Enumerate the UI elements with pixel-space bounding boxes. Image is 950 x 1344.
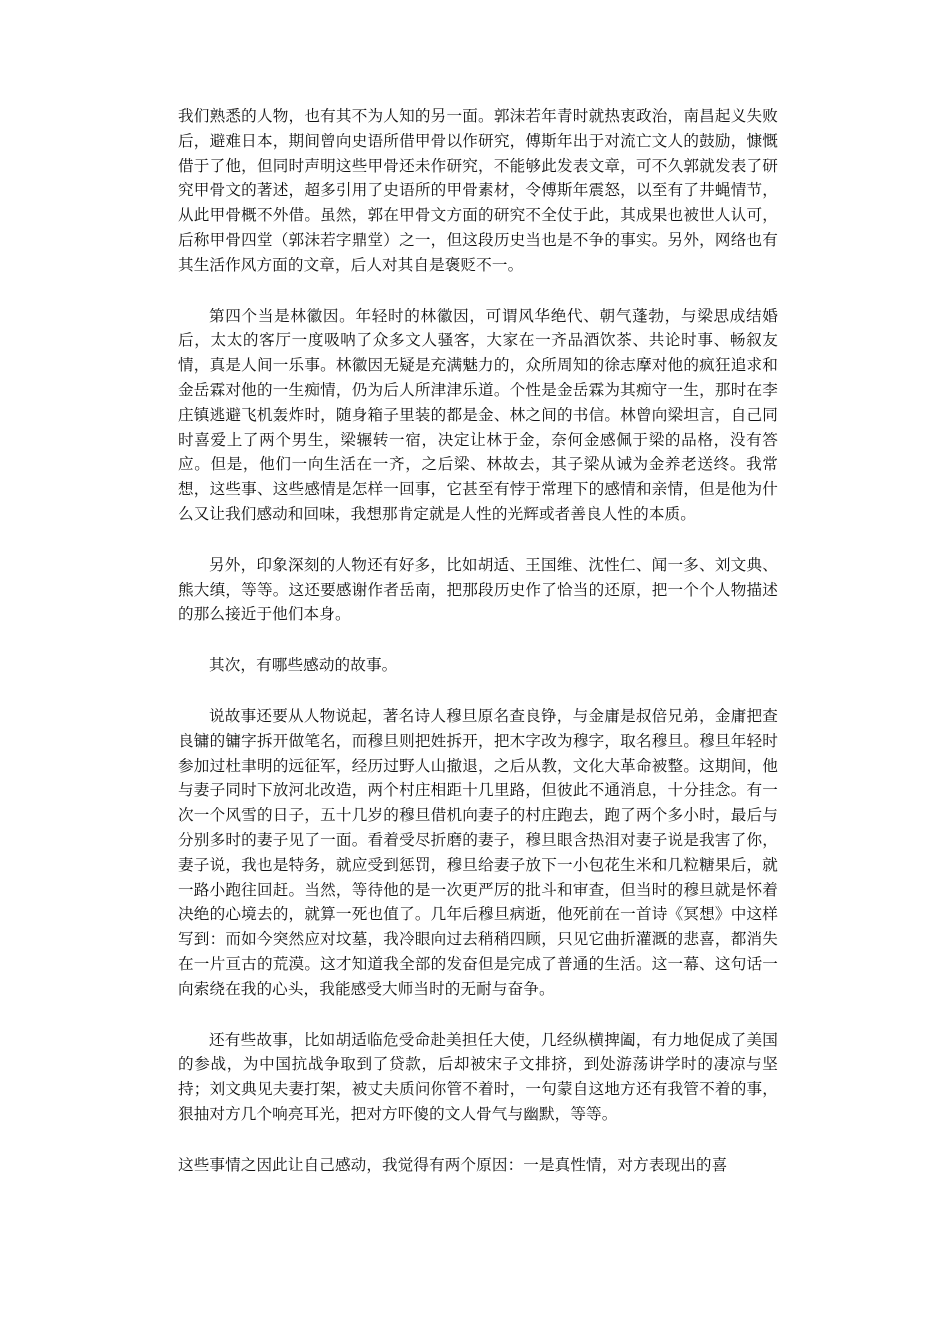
paragraph-touching-stories-heading: 其次，有哪些感动的故事。	[209, 656, 398, 675]
paragraph-guo-moruo: 我们熟悉的人物，也有其不为人知的另一面。郭沫若年青时就热衷政治，南昌起义失败后，避难日本，期间曾向史语所借甲骨以作研究，傅斯年出于对流亡文人的鼓励，慷慨借于了他，但同时声明这些甲骨还未作研究，不能够此发表文章，可不久郭就发表了研究甲骨文的著述，超多引用了史语所的甲骨素材，令傅斯年震怒，以至有了井蝇情节，从此甲骨概不外借。虽然，郭在甲骨文方面的研究不全仗于此，其成果也被世人认可，后称甲骨四堂（郭沫若字鼎堂）之一，但这段历史当也是不争的事实。另外，网络也有其生活作风方面的文章，后人对其自是褒贬不一。	[178, 107, 778, 274]
paragraph-more-stories: 还有些故事，比如胡适临危受命赴美担任大使，几经纵横捭阖，有力地促成了美国的参战，为中国抗战争取到了贷款，后却被宋子文排挤，到处游荡讲学时的凄凉与坚持；刘文典见夫妻打架，被丈夫质问你管不着时，一句蒙自这地方还有我管不着的事，狠抽对方几个响亮耳光，把对方吓傻的文人骨气与幽默，等等。	[178, 1030, 778, 1123]
document-body	[178, 104, 778, 1177]
paragraph-mu-dan: 说故事还要从人物说起，著名诗人穆旦原名查良铮，与金庸是叔倍兄弟，金庸把查良镛的镛字拆开做笔名，而穆旦则把姓拆开，把木字改为穆字，取名穆旦。穆旦年轻时参加过杜聿明的远征军，经历过野人山撤退，之后从教，文化大革命被整。这期间，他与妻子同时下放河北改造，两个村庄相距十几里路，但彼此不通消息，十分挂念。有一次一个风雪的日子，五十几岁的穆旦借机向妻子的村庄跑去，跑了两个多小时，最后与分别多时的妻子见了一面。看着受尽折磨的妻子，穆旦眼含热泪对妻子说是我害了你，妻子说，我也是特务，就应受到惩罚，穆旦给妻子放下一小包花生米和几粒糖果后，就一路小跑往回赶。当然，等待他的是一次更严厉的批斗和审查，但当时的穆旦就是怀着决绝的心境去的，就算一死也值了。几年后穆旦病逝，他死前在一首诗《冥想》中这样写到：而如今突然应对坟墓，我冷眼向过去稍稍四顾，只见它曲折灌溉的悲喜，都消失在一片亘古的荒漠。这才知道我全部的发奋但是完成了普通的生活。这一幕、这句话一向索绕在我的心头，我能感受大师当时的无耐与奋争。	[178, 706, 778, 998]
paragraph-other-figures: 另外，印象深刻的人物还有好多，比如胡适、王国维、沈性仁、闻一多、刘文典、熊大缜，等等。这还要感谢作者岳南，把那段历史作了恰当的还原，把一个个人物描述的那么接近于他们本身。	[178, 555, 778, 624]
paragraph-lin-huiyin: 第四个当是林徽因。年轻时的林徽因，可谓风华绝代、朝气蓬勃，与梁思成结婚后，太太的客厅一度吸呐了众多文人骚客，大家在一齐品酒饮茶、共论时事、畅叙友情，真是人间一乐事。林徽因无疑是充满魅力的，众所周知的徐志摩对他的疯狂追求和金岳霖对他的一生痴情，仍为后人所津津乐道。个性是金岳霖为其痴守一生，那时在李庄镇逃避飞机轰炸时，随身箱子里装的都是金、林之间的书信。林曾向梁坦言，自己同时喜爱上了两个男生，梁辗转一宿，决定让林于金，奈何金感佩于梁的品格，没有答应。但是，他们一向生活在一齐，之后梁、林故去，其子梁从诫为金养老送终。我常想，这些事、这些感情是怎样一回事，它甚至有悖于常理下的感情和亲情，但是他为什么又让我们感动和回味，我想那肯定就是人性的光辉或者善良人性的本质。	[178, 306, 778, 523]
paragraph-reasons: 这些事情之因此让自己感动，我觉得有两个原因：一是真性情，对方表现出的喜	[178, 1155, 728, 1174]
